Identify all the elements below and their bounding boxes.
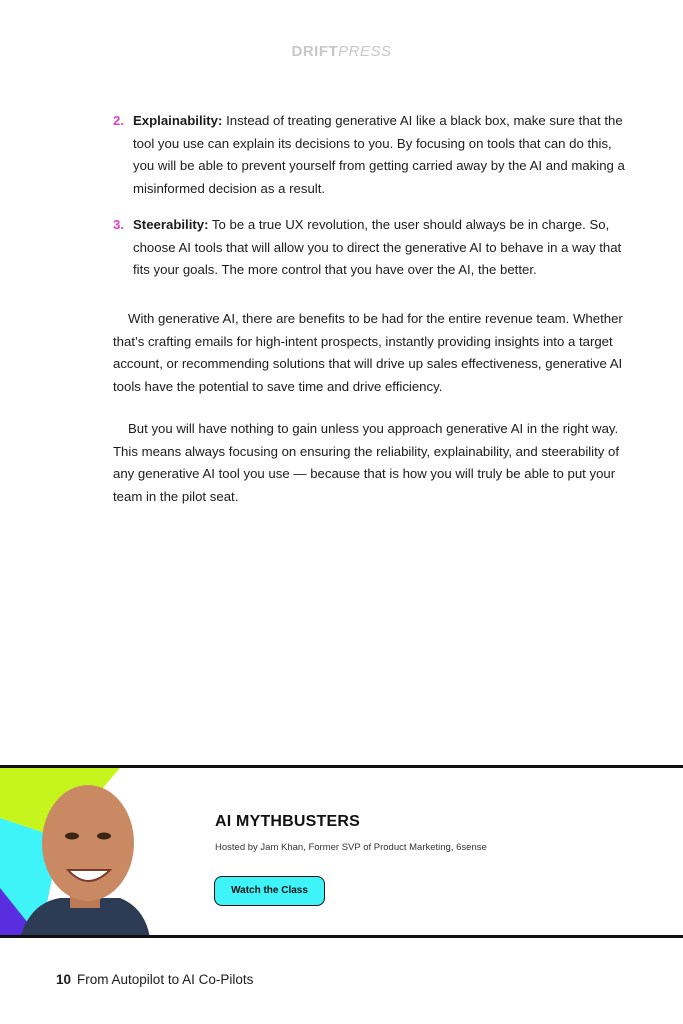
head-shape — [42, 785, 134, 901]
list-number: 2. — [113, 113, 124, 128]
host-portrait — [0, 768, 150, 938]
drift-press-logo — [0, 43, 683, 60]
list-item — [113, 214, 633, 282]
list-item — [113, 110, 633, 200]
list-term: Steerability: — [133, 217, 209, 232]
promo-banner — [0, 765, 683, 938]
watch-class-button[interactable]: Watch the Class — [214, 876, 325, 906]
list-number: 3. — [113, 217, 124, 232]
logo-press: PRESS — [338, 43, 392, 60]
document-title: From Autopilot to AI Co-Pilots — [77, 972, 254, 987]
promo-host: Hosted by Jam Khan, Former SVP of Product Marketing, 6sense — [215, 842, 487, 853]
promo-title: AI MYTHBUSTERS — [215, 813, 361, 830]
list-term: Explainability: — [133, 113, 223, 128]
body-paragraph: With generative AI, there are benefits to be had for the entire revenue team. Whether that’s crafting emails for high-intent prospects, instantly providing insights into a target account, or recommending solutions that will drive up sales effectiveness, generative AI tools have the potential to save time and drive efficiency. — [113, 311, 623, 394]
list-text: To be a true UX revolution, the user should always be in charge. So, choose AI tools that will allow you to direct the generative AI to behave in a way that fits your goals. The more control that you have over the AI, the better. — [133, 217, 622, 277]
page-number: 10 — [56, 972, 72, 987]
logo-drift: DRIFT — [291, 43, 339, 60]
numbered-list — [113, 110, 633, 296]
list-text: Instead of treating generative AI like a black box, make sure that the tool you use can explain its decisions to you. By focusing on tools that can do this, you will be able to prevent yourself from getting carried away by the AI and making a misinformed decision as a result. — [133, 113, 625, 196]
body-paragraph: But you will have nothing to gain unless you approach generative AI in the right way. This means always focusing on ensuring the reliability, explainability, and steerability of any generative AI tool you use — because that is how you will truly be able to put your team in the pilot seat. — [113, 421, 620, 504]
page-footer — [56, 972, 253, 987]
